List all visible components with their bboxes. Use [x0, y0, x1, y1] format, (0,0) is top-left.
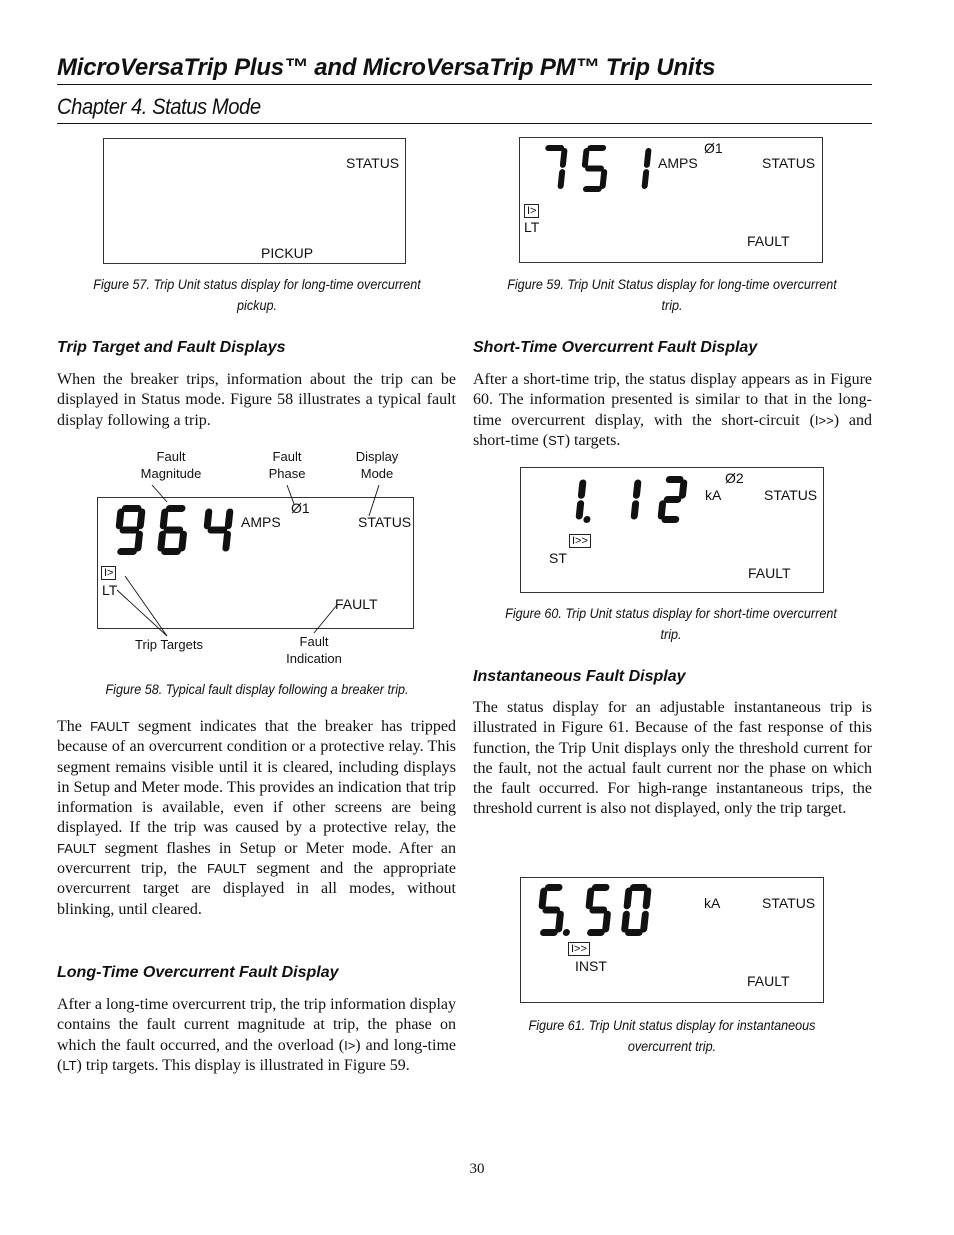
fig58-phase: Ø1: [291, 500, 310, 516]
fault-paragraph: The FAULT segment indicates that the breaker has tripped because of an overcurrent condition or a protective relay. This segment remains visible until it is cleared, including displays in Setup and Meter mode. This provides an indication that trip information is available, even if other screens are being displayed. If the trip was caused by a protective relay, the FAULT segment flashes in Setup or Meter mode. After an overcurrent trip, the FAULT segment and the appropriate overcurrent target are displayed in all modes, without blinking, until cleared.: [57, 718, 457, 918]
short-time-heading: Short-Time Overcurrent Fault Display: [473, 339, 758, 356]
digit-0-seg-b: [578, 480, 587, 499]
digit-2-seg-c: [641, 169, 649, 189]
fig60-fault: FAULT: [748, 565, 791, 581]
digit-1-seg-d: [583, 186, 602, 192]
decimal-point-segment: [563, 929, 571, 936]
fig57-status: STATUS: [346, 155, 400, 171]
short-time-paragraph: After a short-time trip, the status display appears as in Figure 60. The information presented is similar to that in the long-time overcurrent display, with the short-circuit (I>>) and short-time (ST) targets.: [473, 371, 872, 449]
fig60-status: STATUS: [764, 487, 818, 503]
fig61-status: STATUS: [762, 895, 816, 911]
digit-0-seg-a: [545, 145, 564, 151]
digit-1-seg-g: [585, 166, 604, 172]
digit-1-seg-g: [589, 907, 607, 914]
fig58-fault-magnitude-label: Fault Magnitude: [140, 449, 202, 481]
trip-target-heading: Trip Target and Fault Displays: [57, 339, 286, 356]
fig60-display: [520, 467, 824, 593]
fig58-display-mode-label: Display Mode: [355, 449, 399, 481]
digit-1-seg-a: [587, 145, 606, 151]
fig59-target-lt: LT: [524, 219, 540, 235]
fig58-status: STATUS: [358, 514, 412, 530]
digit-2-seg-g: [663, 496, 681, 503]
fig61-fault: FAULT: [747, 973, 790, 989]
fig60-target-st: ST: [549, 550, 567, 566]
fig59-amps: AMPS: [658, 155, 698, 171]
fig58-amps: AMPS: [241, 514, 281, 530]
digit-1-seg-a: [591, 884, 609, 891]
fig60-caption: Figure 60. Trip Unit status display for short-time overcurrent trip.: [505, 605, 837, 642]
chapter-title: Chapter 4. Status Mode: [57, 94, 261, 119]
digit-2-seg-b: [644, 148, 652, 168]
fig57-caption: Figure 57. Trip Unit status display for long-time overcurrent pickup.: [93, 276, 421, 313]
fig58-target-lt: LT: [102, 582, 118, 598]
fig59-caption: Figure 59. Trip Unit Status display for long-time overcurrent trip.: [507, 276, 837, 313]
fig61-target-inst: INST: [575, 958, 607, 974]
trip-target-paragraph: When the breaker trips, information about the trip can be displayed in Status mode. Figure 58 illustrates a typical fault display following a trip.: [57, 371, 456, 429]
digit-1-seg-c: [602, 911, 611, 933]
fig60-phase: Ø2: [725, 470, 744, 486]
fig61-caption: Figure 61. Trip Unit status display for instantaneous overcurrent trip.: [528, 1017, 816, 1054]
fig59-status: STATUS: [762, 155, 816, 171]
digit-0-seg-c: [555, 911, 564, 933]
fig59-phase: Ø1: [704, 140, 723, 156]
digit-0-seg-c: [557, 169, 565, 189]
fig57-display: [103, 138, 406, 264]
fig61-target-box: I>>: [568, 942, 590, 956]
instantaneous-paragraph: The status display for an adjustable instantaneous trip is illustrated in Figure 61. Because of the fast response of this function, the Trip Unit displays only the threshold current for the fault, not the actual fault current nor the phase on which the fault occurred. For high-range instantaneous trips, the threshold current is also not displayed, only the trip target.: [473, 699, 872, 818]
digit-2-seg-c: [640, 911, 649, 933]
digit-1-seg-c: [599, 169, 607, 189]
digit-1-seg-b: [633, 480, 642, 499]
decimal-point-segment: [583, 516, 591, 523]
fig58-caption: Figure 58. Typical fault display following a breaker trip.: [105, 681, 409, 697]
fig60-target-box: I>>: [569, 534, 591, 548]
digit-1-seg-f: [582, 148, 590, 168]
fig58-target-box: I>: [101, 566, 116, 580]
fig61-display: [520, 877, 824, 1003]
page-title: MicroVersaTrip Plus™ and MicroVersaTrip PM™ Trip Units: [57, 54, 716, 81]
digit-0-seg-a: [544, 884, 562, 891]
fig58-fault-phase-label: Fault Phase: [268, 449, 306, 481]
digit-0-seg-d: [540, 929, 558, 936]
digit-1-seg-f: [585, 888, 594, 910]
digit-1-seg-d: [587, 929, 605, 936]
instantaneous-heading: Instantaneous Fault Display: [473, 668, 686, 685]
fig61-ka: kA: [704, 895, 721, 911]
digit-1-seg-c: [630, 500, 639, 519]
fig60-ka: kA: [705, 487, 722, 503]
page-number: 30: [469, 1161, 485, 1177]
digit-2-seg-f: [623, 888, 632, 910]
fig59-display: [519, 137, 823, 263]
chapter-rule: [57, 123, 872, 124]
long-time-heading: Long-Time Overcurrent Fault Display: [57, 964, 339, 981]
digit-0-seg-f: [538, 888, 547, 910]
fig57-pickup: PICKUP: [261, 245, 314, 261]
fig58-fault-indication-label: Fault Indication: [286, 634, 342, 666]
fig58-fault: FAULT: [335, 596, 378, 612]
digit-0-seg-c: [575, 500, 584, 519]
fig58-trip-targets-label: Trip Targets: [135, 637, 203, 652]
title-rule: [57, 84, 872, 85]
fig59-target-box: I>: [524, 204, 539, 218]
digit-0-seg-g: [542, 907, 560, 914]
long-time-paragraph: After a long-time overcurrent trip, the trip information display contains the fault current magnitude at trip, the phase on which the fault occurred, and the overload (I>) and long-time (LT) trip targets. This display is illustrated in Figure 59.: [57, 996, 456, 1074]
fig59-fault: FAULT: [747, 233, 790, 249]
